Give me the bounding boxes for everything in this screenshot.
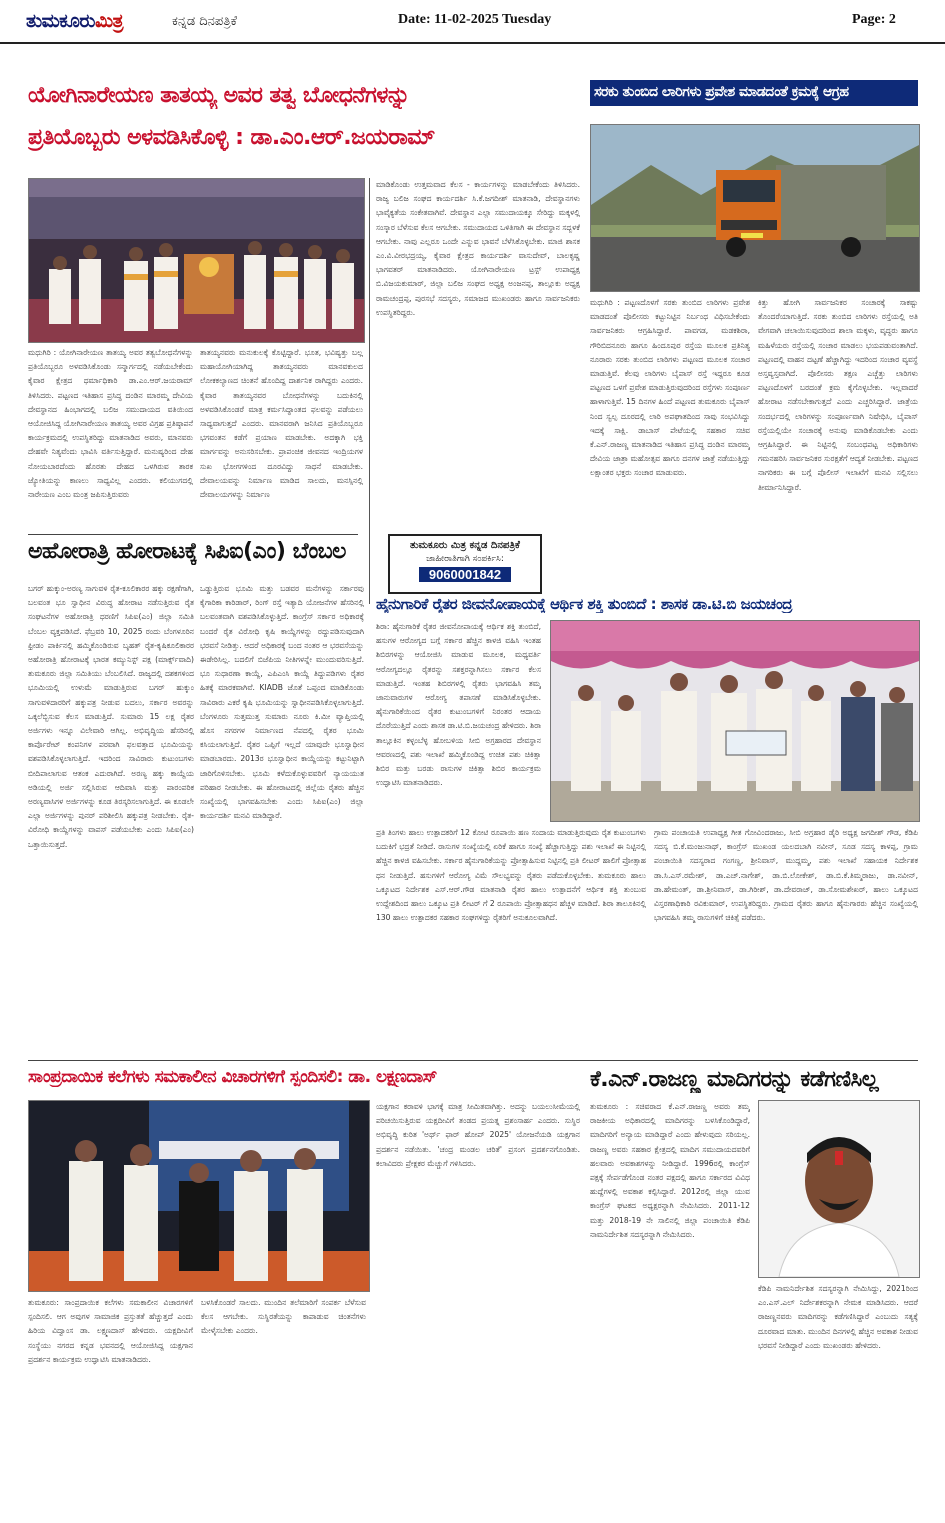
- logo-part-1: ತುಮಕೂರು: [26, 10, 95, 32]
- story6-column-1: ತುಮಕೂರು : ಸಚಿವರಾದ ಕೆ.ಎನ್.ರಾಜಣ್ಣ ಅವರು ತಮ್ಮ ರಾಜಕೀಯ ಅಧಿಕಾರದಲ್ಲಿ ಮಾದಿಗರನ್ನು ಬಳಸಿಕೊಂಡಿದ್ದಾರೆ, ಮಾದಿಗರಿಗೆ ಅನ್ಯಾಯ ಮಾಡಿದ್ದಾರೆ ಎಂದು ಹೇಳುವುದು ಸರಿಯಲ್ಲ. ರಾಜಣ್ಣ ಅವರು ಸಹಕಾರ ಕ್ಷೇತ್ರದಲ್ಲಿ ಮಾದಿಗ ಸಮುದಾಯದವರಿಗೆ ಹಲವಾರು ಅವಕಾಶಗಳನ್ನು ನೀಡಿದ್ದಾರೆ. 1996ರಲ್ಲಿ ಕಾಂಗ್ರೆಸ್ ಪಕ್ಷಕ್ಕೆ ಸೇರ್ಪಡೆಗೊಂಡ ನಂತರ ಪಕ್ಷದಲ್ಲಿ ಹಾಗೂ ಸರ್ಕಾರದ ವಿವಿಧ ಹುದ್ದೆಗಳಲ್ಲಿ ಅವಕಾಶ ಕಲ್ಪಿಸಿದ್ದಾರೆ. 2012ರಲ್ಲಿ ಜಿಲ್ಲಾ ಯುವ ಕಾಂಗ್ರೆಸ್ ಘಟಕದ ಅಧ್ಯಕ್ಷರನ್ನಾಗಿ ನೇಮಿಸಿದರು. 2011-12 ಮತ್ತು 2018-19 ನೇ ಸಾಲಿನಲ್ಲಿ ಜಿಲ್ಲಾ ಪಂಚಾಯಿತಿ ಕೆಡಿಪಿ ನಾಮನಿರ್ದೇಶಿತ ಸದಸ್ಯರನ್ನಾಗಿ ನೇಮಿಸಿದರು.: [590, 1102, 750, 1239]
- story1-column-2: ತಾತಯ್ಯನವರು ಮನುಕುಲಕ್ಕೆ ಕೊಟ್ಟಿದ್ದಾರೆ. ಭೂತ, ಭವಿಷ್ಯತ್ತು ಬಲ್ಲ ಮಹಾಯೋಗಿಯಾಗಿದ್ದ ತಾತಯ್ಯನವರು ಮಾನವಕುಲದ ಲೋಕಕಲ್ಯಾಣದ ಚಿಂತನೆ ಹೊಂದಿದ್ದ ದಾರ್ಶನಿಕ ರಾಗಿದ್ದರು ಎಂದರು. ಕೈವಾರ ತಾತಯ್ಯನವರ ಬೋಧನೆಗಳನ್ನು ಬದುಕಿನಲ್ಲಿ ಅಳವಡಿಸಿಕೊಂಡರೆ ಮಾತ್ರ ಕರ್ಮಸಿದ್ಧಾಂತದ ಫಲವನ್ನು ಪಡೆಯಲು ಸಾಧ್ಯವಾಗುತ್ತದೆ ಎಂದರು. ಮಾನವರಾಗಿ ಜನಿಸಿದ ಪ್ರತಿಯೊಬ್ಬರೂ ಭಗವಂತನ ಕಡೆಗೆ ಪ್ರಯಾಣ ಮಾಡಬೇಕು. ಅದಕ್ಕಾಗಿ ಭಕ್ತಿ ಮಾರ್ಗವನ್ನು ಅನುಸರಿಸಬೇಕು. ಪ್ರಾಪಂಚಿಕ ಜೀವನದ ಇಂದ್ರಿಯಗಳ ಸುಖ ಭೋಗಗಳಿಂದ ದೂರವಿದ್ದು ಸಾಧನೆ ಮಾಡಬೇಕು. ದೇವಾಲಯವನ್ನು ನಿರ್ಮಾಣ ಮಾಡಿದ ಸಾಲದು, ಮನಸ್ಸಿನಲ್ಲಿ ದೇವಾಲಯಗಳನ್ನು ನಿರ್ಮಾಣ: [200, 348, 363, 500]
- masthead: [0, 0, 945, 44]
- story4-headline: ಹೈನುಗಾರಿಕೆ ರೈತರ ಜೀವನೋಪಾಯಕ್ಕೆ ಆರ್ಥಿಕ ಶಕ್ತಿ ತುಂಬಿದೆ : ಶಾಸಕ ಡಾ.ಟಿ.ಬಿ ಜಯಚಂದ್ರ: [376, 596, 793, 613]
- story5-photo: [28, 1100, 370, 1292]
- story1-headline-line2: ಪ್ರತಿಯೊಬ್ಬರು ಅಳವಡಿಸಿಕೊಳ್ಳಿ : ಡಾ.ಎಂ.ಆರ್.ಜಯರಾಮ್: [28, 126, 435, 150]
- advert-contact-label: ಜಾಹೀರಾತಿಗಾಗಿ ಸಂಪರ್ಕಿಸಿ:: [426, 554, 504, 564]
- advert-phone: 9060001842: [419, 567, 511, 582]
- story5-column-1: ತುಮಕೂರು: ಸಾಂಪ್ರದಾಯಿಕ ಕಲೆಗಳು ಸಮಕಾಲೀನ ವಿಚಾರಗಳಿಗೆ ಸ್ಪಂದಿಸಲಿ. ಆಗ ಅವುಗಳ ಸಾಮಾಜಿಕ ಪ್ರಸ್ತುತತೆ ಹೆಚ್ಚುತ್ತದೆ ಎಂದು ಹಿರಿಯ ವಿದ್ವಾಂಸ ಡಾ. ಲಕ್ಷ್ಮಣದಾಸ್ ಹೇಳಿದರು. ಯಕ್ಷದೀವಿಗೆ ಸಂಸ್ಥೆಯು ನಗರದ ಕನ್ನಡ ಭವನದಲ್ಲಿ ಆಯೋಜಿಸಿದ್ದ ಯಕ್ಷಗಾನ ಪ್ರದರ್ಶನ ಕಾರ್ಯಕ್ರಮ ಉದ್ಘಾಟಿಸಿ ಮಾತನಾಡಿದರು.: [28, 1298, 193, 1364]
- story2-column-2: ಕಿತ್ತು ಹೋಗಿ ಸಾರ್ವಜನಿಕರ ಸಂಚಾರಕ್ಕೆ ಸಾಕಷ್ಟು ತೊಂದರೆಯಾಗುತ್ತಿದೆ. ಸರಕು ತುಂಬಿದ ಲಾರಿಗಳು ರಸ್ತೆಯಲ್ಲಿ ಅತಿ ವೇಗವಾಗಿ ಚಲಾಯಿಸುವುದರಿಂದ ಶಾಲಾ ಮಕ್ಕಳು, ವೃದ್ಧರು ಹಾಗೂ ಮಹಿಳೆಯರು ರಸ್ತೆಯಲ್ಲಿ ಸಂಚಾರ ಮಾಡಲು ಭಯಪಡುವಂತಾಗಿದೆ. ಪಟ್ಟಣದಲ್ಲಿ ವಾಹನ ದಟ್ಟಣೆ ಹೆಚ್ಚಾಗಿದ್ದು ಇದರಿಂದ ಸಂಚಾರ ವ್ಯವಸ್ಥೆ ಅಸ್ತವ್ಯಸ್ತವಾಗಿದೆ. ಪೊಲೀಸರು ತಕ್ಷಣ ಎಚ್ಚೆತ್ತು ಲಾರಿಗಳು ಪಟ್ಟಣದೊಳಗೆ ಬರದಂತೆ ಕ್ರಮ ಕೈಗೊಳ್ಳಬೇಕು. ಇಲ್ಲವಾದರೆ ಹೋರಾಟ ನಡೆಸಬೇಕಾಗುತ್ತದೆ ಎಂದು ಎಚ್ಚರಿಸಿದ್ದಾರೆ. ಜಾತ್ರೆಯ ಸಂದರ್ಭದಲ್ಲಿ ಲಾರಿಗಳನ್ನು ಸಂಪೂರ್ಣವಾಗಿ ನಿಷೇಧಿಸಿ, ಬೈಪಾಸ್ ರಸ್ತೆಯಲ್ಲಿಯೇ ಸಂಚಾರಕ್ಕೆ ಅನುವು ಮಾಡಿಕೊಡಬೇಕು ಎಂದು ಆಗ್ರಹಿಸಿದ್ದಾರೆ. ಈ ನಿಟ್ಟಿನಲ್ಲಿ ಸಂಬಂಧಪಟ್ಟ ಅಧಿಕಾರಿಗಳು ಗಮನಹರಿಸಿ ಸಾರ್ವಜನಿಕರ ಸುರಕ್ಷತೆಗೆ ಆದ್ಯತೆ ನೀಡಬೇಕು. ಪಟ್ಟಣದ ನಾಗರಿಕರು ಈ ಬಗ್ಗೆ ಪೊಲೀಸ್ ಇಲಾಖೆಗೆ ಮನವಿ ಸಲ್ಲಿಸಲು ತೀರ್ಮಾನಿಸಿದ್ದಾರೆ.: [758, 298, 918, 492]
- column-rule: [369, 178, 370, 604]
- story3-headline: ಅಹೋರಾತ್ರಿ ಹೋರಾಟಕ್ಕೆ ಸಿಪಿಐ(ಎಂ) ಬೆಂಬಲ: [28, 540, 346, 564]
- divider: [28, 1060, 918, 1061]
- story1-headline-line1: ಯೋಗಿನಾರೇಯಣ ತಾತಯ್ಯ ಅವರ ತತ್ವ ಬೋಧನೆಗಳನ್ನು: [28, 84, 410, 108]
- award-photo: [551, 621, 919, 821]
- story4-column-1: ಪ್ರತಿ ತಿಂಗಳು ಹಾಲು ಉತ್ಪಾದಕರಿಗೆ 12 ಕೋಟಿ ರೂಪಾಯಿ ಹಣ ಸಂದಾಯ ಮಾಡುತ್ತಿರುವುದು ರೈತ ಕುಟುಂಬಗಳು ಬದುಕಿಗೆ ಭದ್ರತೆ ನೀಡಿದೆ. ರಾಸುಗಳ ಸಂಖ್ಯೆಯಲ್ಲಿ ಏರಿಕೆ ಹಾಗೂ ಸಂಖ್ಯೆ ಹೆಚ್ಚಾಗುತ್ತಿದ್ದು ಪಶು ಇಲಾಖೆ ಈ ನಿಟ್ಟಿನಲ್ಲಿ ಹೆಚ್ಚಿನ ಕಾಳಜಿ ವಹಿಸಬೇಕು. ಸರ್ಕಾರ ಹೈನುಗಾರಿಕೆಯನ್ನು ಪ್ರೋತ್ಸಾಹಿಸುವ ನಿಟ್ಟಿನಲ್ಲಿ ಪ್ರತಿ ಲೀಟರ್ ಹಾಲಿಗೆ ಪ್ರೋತ್ಸಾಹ ಧನ ನೀಡುತ್ತಿದೆ. ಹಸುಗಳಿಗೆ ಆರೋಗ್ಯ ವಿಮೆ ಸೌಲಭ್ಯವನ್ನು ರೈತರು ಪಡೆದುಕೊಳ್ಳಬೇಕು. ತುಮಕೂರು ಹಾಲು ಒಕ್ಕೂಟದ ನಿರ್ದೇಶಕ ಎಸ್.ಆರ್.ಗೌಡ ಮಾತನಾಡಿ ರೈತರ ಹಾಲು ಉತ್ಪಾದನೆಗೆ ಆರ್ಥಿಕ ಶಕ್ತಿ ತುಂಬುವ ಉದ್ದೇಶದಿಂದ ಹಾಲು ಒಕ್ಕೂಟ ಪ್ರತಿ ಲೀಟರ್ ಗೆ 2 ರೂಪಾಯಿ ಪ್ರೋತ್ಸಾಹಧನ ಹೆಚ್ಚಳ ಮಾಡಿದೆ. ಶಿರಾ ತಾಲೂಕಿನಲ್ಲಿ 130 ಹಾಲು ಉತ್ಪಾದಕರ ಸಹಕಾರ ಸಂಘಗಳಿದ್ದು ರೈತರಿಗೆ ಅನುಕೂಲವಾಗಿದೆ.: [376, 828, 646, 923]
- story4-intro: ಶಿರಾ: ಹೈನುಗಾರಿಕೆ ರೈತರ ಜೀವನೋಪಾಯಕ್ಕೆ ಆರ್ಥಿಕ ಶಕ್ತಿ ತುಂಬಿದೆ, ಹಸುಗಳ ಆರೋಗ್ಯದ ಬಗ್ಗೆ ಸರ್ಕಾರ ಹೆಚ್ಚಿನ ಕಾಳಜಿ ವಹಿಸಿ ಇಂತಹ ಶಿಬಿರಗಳನ್ನು ಆಯೋಜಿಸಿ ಮಾಡುವ ಮೂಲಕ, ಮಧ್ಯವರ್ತಿ ಆರೋಗ್ಯದಲ್ಲೂ ರೈತರನ್ನು ಸಶಕ್ತರನ್ನಾಗಿಸಲು ಸರ್ಕಾರ ಕೆಲಸ ಮಾಡುತ್ತಿದೆ. ಇಂತಹ ಶಿಬಿರಗಳಲ್ಲಿ ರೈತರು ಭಾಗವಹಿಸಿ ತಮ್ಮ ಜಾನುವಾರುಗಳ ಆರೋಗ್ಯ ತಪಾಸಣೆ ಮಾಡಿಸಿಕೊಳ್ಳಬೇಕು. ಹೈನುಗಾರಿಕೆಯಿಂದ ರೈತರ ಕುಟುಂಬಗಳಿಗೆ ನಿರಂತರ ಆದಾಯ ದೊರೆಯುತ್ತಿದೆ ಎಂದು ಶಾಸಕ ಡಾ.ಟಿ.ಬಿ.ಜಯಚಂದ್ರ ಹೇಳಿದರು. ಶಿರಾ ತಾಲ್ಲೂಕಿನ ಕಳ್ಳಂಬೆಳ್ಳ ಹೋಬಳಿಯ ಸೀಬಿ ಅಗ್ರಹಾರದ ದೇವಸ್ಥಾನ ಆವರಣದಲ್ಲಿ ಪಶು ಇಲಾಖೆ ಹಮ್ಮಿಕೊಂಡಿದ್ದ ಉಚಿತ ಪಶು ಚಿಕಿತ್ಸಾ ಶಿಬಿರ ಮತ್ತು ಬರಡು ರಾಸುಗಳ ಚಿಕಿತ್ಸಾ ಶಿಬಿರ ಕಾರ್ಯಕ್ರಮ ಉದ್ಘಾಟಿಸಿ ಮಾತನಾಡಿದರು.: [376, 622, 541, 788]
- story5-headline: ಸಾಂಪ್ರದಾಯಿಕ ಕಲೆಗಳು ಸಮಕಾಲೀನ ವಿಚಾರಗಳಿಗೆ ಸ್ಪಂದಿಸಲಿ: ಡಾ. ಲಕ್ಷ್ಮಣದಾಸ್: [28, 1068, 437, 1087]
- story6-column-2: ಕೆಡಿಪಿ ನಾಮನಿರ್ದೇಶಿತ ಸದಸ್ಯರನ್ನಾಗಿ ನೇಮಿಸಿದ್ದು, 2021ರಿಂದ ಎಂ.ಎಸ್.ಎಲ್ ನಿರ್ದೇಶಕರನ್ನಾಗಿ ನೇಮಕ ಮಾಡಿಸಿದರು. ಆದರೆ ರಾಜಣ್ಣನವರು ಮಾದಿಗರನ್ನು ಕಡೆಗಣಿಸಿದ್ದಾರೆ ಎಂಬುದು ಸತ್ಯಕ್ಕೆ ದೂರವಾದ ಮಾತು. ಮುಂದಿನ ದಿನಗಳಲ್ಲಿ ಹೆಚ್ಚಿನ ಅವಕಾಶ ನೀಡುವ ಭರವಸೆ ನೀಡಿದ್ದಾರೆ ಎಂದು ಮುಖಂಡರು ಹೇಳಿದರು.: [758, 1284, 918, 1350]
- story3-column-1: ಬಗರ್ ಹುಕ್ಕುಂ-ಅರಣ್ಯ ಸಾಗುವಳಿ ರೈತ-ಕೂಲಿಕಾರರ ಹಕ್ಕು ರಕ್ಷಣೆಗಾಗಿ, ಬಲವಂತ ಭೂ ಸ್ವಾಧೀನ ವಿರುದ್ಧ ಹೋರಾಟ ನಡೆಸುತ್ತಿರುವ ರೈತ ಸಂಘಟನೆಗಳ ಅಹೋರಾತ್ರಿ ಧರಣಿಗೆ ಸಿಪಿಐ(ಎಂ) ಜಿಲ್ಲಾ ಸಮಿತಿ ಬೆಂಬಲ ವ್ಯಕ್ತಪಡಿಸಿದೆ. ಫೆಬ್ರವರಿ 10, 2025 ರಂದು ಬೆಂಗಳೂರಿನ ಫ್ರೀಡಂ ಪಾರ್ಕಿನಲ್ಲಿ ಹಮ್ಮಿಕೊಂಡಿರುವ ಬೃಹತ್ ರೈತ-ಕೃಷಿಕೂಲಿಕಾರರ ಅಹೋರಾತ್ರಿ ಹೋರಾಟಕ್ಕೆ ಭಾರತ ಕಮ್ಯುನಿಸ್ಟ್ ಪಕ್ಷ (ಮಾರ್ಕ್ಸ್‌ವಾದಿ) ತುಮಕೂರು ಜಿಲ್ಲಾ ಸಮಿತಿಯು ಬೆಂಬಲಿಸಿದೆ. ರಾಜ್ಯದಲ್ಲಿ ದಶಕಗಳಿಂದ ಭೂಮಿಯಲ್ಲಿ ಉಳುಮೆ ಮಾಡುತ್ತಿರುವ ಬಗರ್ ಹುಕ್ಕುಂ ಸಾಗುವಳಿದಾರರಿಗೆ ಹಕ್ಕುಪತ್ರ ನೀಡುವ ಬದಲು, ಸರ್ಕಾರ ಅವರನ್ನು ಒಕ್ಕಲೆಬ್ಬಿಸುವ ಕೆಲಸ ಮಾಡುತ್ತಿದೆ. ಸುಮಾರು 15 ಲಕ್ಷ ರೈತರ ಅರ್ಜಿಗಳು ಇನ್ನೂ ವಿಲೇವಾರಿ ಆಗಿಲ್ಲ. ಅಭಿವೃದ್ಧಿಯ ಹೆಸರಿನಲ್ಲಿ ಕಾರ್ಪೊರೇಟ್ ಕಂಪನಿಗಳ ಪರವಾಗಿ ಫಲವತ್ತಾದ ಭೂಮಿಯನ್ನು ವಶಪಡಿಸಿಕೊಳ್ಳಲಾಗುತ್ತಿದೆ. ಇದರಿಂದ ಸಾವಿರಾರು ಕುಟುಂಬಗಳು ಬೀದಿಪಾಲಾಗುವ ಆತಂಕ ಎದುರಾಗಿದೆ. ಅರಣ್ಯ ಹಕ್ಕು ಕಾಯ್ದೆಯ ಅಡಿಯಲ್ಲಿ ಅರ್ಜಿ ಸಲ್ಲಿಸಿರುವ ಆದಿವಾಸಿ ಮತ್ತು ಪಾರಂಪರಿಕ ಅರಣ್ಯವಾಸಿಗಳ ಅರ್ಜಿಗಳನ್ನು ಕೂಡ ತಿರಸ್ಕರಿಸಲಾಗುತ್ತಿದೆ. ಈ ಕೂಡಲೇ ಎಲ್ಲಾ ಅರ್ಜಿಗಳನ್ನು ಪುನರ್ ಪರಿಶೀಲಿಸಿ ಹಕ್ಕುಪತ್ರ ನೀಡಬೇಕು. ರೈತ-ವಿರೋಧಿ ಕಾಯ್ದೆಗಳನ್ನು ವಾಪಸ್ ಪಡೆಯಬೇಕು ಎಂದು ಸಿಪಿಐ(ಎಂ) ಒತ್ತಾಯಿಸುತ್ತದೆ.: [28, 584, 194, 849]
- story5-column-2: ಬಳಸಿಕೊಂಡರೆ ಸಾಲದು. ಮುಂದಿನ ತಲೆಮಾರಿಗೆ ಸಂಪರ್ಕ ಬೆಳೆಸುವ ಕೆಲಸ ಆಗಬೇಕು. ಸುಸ್ಥಿರತೆಯನ್ನು ಕಾಪಾಡುವ ಚಿಂತನೆಗಳು ಮೇಳೈಸಬೇಕು ಎಂದರು.: [201, 1298, 366, 1336]
- story5-column-3: ಯಕ್ಷಗಾನ ಕರಾವಳಿ ಭಾಗಕ್ಕೆ ಮಾತ್ರ ಸೀಮಿತವಾಗಿತ್ತು. ಅದನ್ನು ಬಯಲುಸೀಮೆಯಲ್ಲಿ ಪರಿಚಯಿಸುತ್ತಿರುವ ಯಕ್ಷದೀವಿಗೆ ತಂಡದ ಪ್ರಯತ್ನ ಪ್ರಶಂಸಾರ್ಹ ಎಂದರು. ಸುಸ್ಥಿರ ಅಭಿವೃದ್ಧಿ ಕುರಿತ 'ಅರ್ಥ್ ಫಾರ್ ಹೋಪ್ 2025' ಯೋಜನೆಯಡಿ ಯಕ್ಷಗಾನ ಪ್ರದರ್ಶನ ನಡೆಯಿತು. 'ಚಂದ್ರ ಮಂಡಲ ಚರಿತೆ' ಪ್ರಸಂಗ ಪ್ರದರ್ಶನಗೊಂಡಿತು. ಕಲಾವಿದರು ಪ್ರೇಕ್ಷಕರ ಮೆಚ್ಚುಗೆ ಗಳಿಸಿದರು.: [376, 1102, 580, 1168]
- issue-date: Date: 11-02-2025 Tuesday: [398, 12, 552, 27]
- story4-photo: [550, 620, 920, 822]
- divider: [28, 534, 358, 535]
- story1-column-3: ಮಾಡಿಕೊಂಡು ಉತ್ತಮವಾದ ಕೆಲಸ - ಕಾರ್ಯಗಳನ್ನು ಮಾಡಬೇಕೆಂದು ತಿಳಿಸಿದರು. ರಾಜ್ಯ ಬಲಿಜ ಸಂಘದ ಕಾರ್ಯದರ್ಶಿ ಸಿ.ಕೆ.ಜಗದೀಶ್ ಮಾತನಾಡಿ, ದೇವಸ್ಥಾನಗಳು ಭಾವೈಕ್ಯತೆಯ ಸಂಕೇತವಾಗಿವೆ. ದೇವಸ್ಥಾನ ಎಲ್ಲಾ ಸಮುದಾಯಕ್ಕೂ ಸೇರಿದ್ದು ಮಕ್ಕಳಲ್ಲಿ ಸಂಸ್ಕಾರ ಬೆಳೆಸುವ ಕೆಲಸ ಆಗಬೇಕು. ಸಮುದಾಯದ ಒಳಿತಿಗಾಗಿ ಈ ದೇವಸ್ಥಾನ ಸದ್ಬಳಕೆ ಆಗಬೇಕು. ನಾವು ಎಲ್ಲರೂ ಒಂದೇ ಎನ್ನುವ ಭಾವನೆ ಬೆಳೆಸಿಕೊಳ್ಳಬೇಕು. ಮಾಜಿ ಶಾಸಕ ಎಂ.ವಿ.ವೀರಭದ್ರಯ್ಯ, ಕೈವಾರ ಕ್ಷೇತ್ರದ ಕಾರ್ಯದರ್ಶಿ ವಾಸುದೇವ್, ಬಾಲಕೃಷ್ಣ ಭಾಗವತರ್ ಮಾತನಾಡಿದರು. ಯೋಗಿನಾರೇಯಣ ಟ್ರಸ್ಟ್ ಉಪಾಧ್ಯಕ್ಷ ಬಿ.ವಿಜಯಕುಮಾರ್, ಜಿಲ್ಲಾ ಬಲಿಜ ಸಂಘದ ಅಧ್ಯಕ್ಷ ಅಂಜನಪ್ಪ, ತಾಲ್ಲೂಕು ಅಧ್ಯಕ್ಷ ರಾಮಚಂದ್ರಪ್ಪ, ಪುರಸಭೆ ಸದಸ್ಯರು, ಸಮಾಜದ ಮುಖಂಡರು ಹಾಗೂ ಸಾರ್ವಜನಿಕರು ಉಪಸ್ಥಿತರಿದ್ದರು.: [376, 180, 580, 317]
- newspaper-logo: [26, 10, 123, 32]
- ceremony-photo: [29, 179, 364, 342]
- story2-column-1: ಮಧುಗಿರಿ : ಪಟ್ಟಣದೊಳಗೆ ಸರಕು ತುಂಬಿದ ಲಾರಿಗಳು ಪ್ರವೇಶ ಮಾಡದಂತೆ ಪೊಲೀಸರು ಕಟ್ಟುನಿಟ್ಟಿನ ನಿರ್ಬಂಧ ವಿಧಿಸಬೇಕೆಂದು ಸಾರ್ವಜನಿಕರು ಆಗ್ರಹಿಸಿದ್ದಾರೆ. ಪಾವಗಡ, ಮಡಕಶಿರಾ, ಗೌರಿಬಿದನೂರು ಹಾಗೂ ಹಿಂದೂಪುರ ರಸ್ತೆಯ ಮೂಲಕ ಪ್ರತಿನಿತ್ಯ ನೂರಾರು ಸರಕು ತುಂಬಿದ ಲಾರಿಗಳು ಪಟ್ಟಣದ ಮೂಲಕ ಸಂಚಾರ ಮಾಡುತ್ತಿವೆ. ಕೆಲವು ಲಾರಿಗಳು ಬೈಪಾಸ್ ರಸ್ತೆ ಇದ್ದರೂ ಕೂಡ ಪಟ್ಟಣದ ಒಳಗೆ ಪ್ರವೇಶ ಮಾಡುತ್ತಿರುವುದರಿಂದ ರಸ್ತೆಗಳು ಸಂಪೂರ್ಣ ಹಾಳಾಗುತ್ತಿವೆ. 15 ದಿನಗಳ ಹಿಂದೆ ಪಟ್ಟಣದ ತುಮಕೂರು ಬೈಪಾಸ್ ನಿಂದ ಸ್ವಲ್ಪ ದೂರದಲ್ಲಿ ಲಾರಿ ಅಪಘಾತದಿಂದ ಸಾವು ಸಂಭವಿಸಿದ್ದು ಇದಕ್ಕೆ ಸಾಕ್ಷಿ. ಡಾಬಾಸ್ ಪೇಟೆಯಲ್ಲಿ ಸಹಕಾರ ಸಚಿವ ಕೆ.ಎನ್.ರಾಜಣ್ಣ ಮಾತನಾಡಿದ ಇತಿಹಾಸ ಪ್ರಸಿದ್ಧ ದಂಡಿನ ಮಾರಮ್ಮ ದೇವಿಯ ಜಾತ್ರಾ ಮಹೋತ್ಸವ ಹಾಗೂ ದನಗಳ ಜಾತ್ರೆ ನಡೆಯುತ್ತಿದ್ದು ಲಕ್ಷಾಂತರ ಭಕ್ತರು ಸಂಚಾರ ಮಾಡುವರು.: [590, 298, 750, 478]
- lamp-lighting-photo: [29, 1101, 369, 1291]
- logo-part-2: ಮಿತ್ರ: [94, 10, 123, 32]
- portrait-photo: [759, 1101, 919, 1277]
- story2-headline: ಸರಕು ತುಂಬಿದ ಲಾರಿಗಳು ಪ್ರವೇಶ ಮಾಡದಂತೆ ಕ್ರಮಕ್ಕೆ ಆಗ್ರಹ: [590, 80, 918, 106]
- masthead-subtitle: ಕನ್ನಡ ದಿನಪತ್ರಿಕೆ: [172, 14, 238, 29]
- story1-column-1: ಮಧುಗಿರಿ : ಯೋಗಿನಾರೇಯಣ ತಾತಯ್ಯ ಅವರ ತತ್ವಬೋಧನೆಗಳನ್ನು ಪ್ರತಿಯೊಬ್ಬರೂ ಅಳವಡಿಸಿಕೊಂಡು ಸನ್ಮಾರ್ಗದಲ್ಲಿ ನಡೆಯಬೇಕೆಂದು ಕೈವಾರ ಕ್ಷೇತ್ರದ ಧರ್ಮಾಧಿಕಾರಿ ಡಾ.ಎಂ.ಆರ್.ಜಯರಾಮ್ ತಿಳಿಸಿದರು. ಪಟ್ಟಣದ ಇತಿಹಾಸ ಪ್ರಸಿದ್ಧ ದಂಡಿನ ಮಾರಮ್ಮ ದೇವಿಯ ದೇವಸ್ಥಾನದ ಹಿಂಭಾಗದಲ್ಲಿ ಬಲಿಜ ಸಮುದಾಯದ ವತಿಯಿಂದ ಆಯೋಜಿಸಿದ್ದ ಯೋಗಿನಾರೇಯಣ ತಾತಯ್ಯ ಅವರ ವಿಗ್ರಹ ಪ್ರತಿಷ್ಠಾಪನೆ ಕಾರ್ಯಕ್ರಮದಲ್ಲಿ ಉಪಸ್ಥಿತರಿದ್ದು ಮಾತನಾಡಿದ ಅವರು, ಮಾನವರು ದೇಹವೇ ನಿತ್ಯವೆಂದು ಭಾವಿಸಿ ವರ್ತಿಸುತ್ತಿದ್ದಾರೆ. ಮನುಷ್ಯರಿಂದ ದೇಹ ನೋಯಬಾರದೆಂದು ಹೊರತು ದೇಹದ ಒಳಗಿರುವ ತಾರಕ ಜ್ಯೋತಿಯನ್ನು ಕಾಣಲು ಸಾಧ್ಯವಿಲ್ಲ ಎಂದರು. ಕಲಿಯುಗದಲ್ಲಿ ನಾರೇಯಣ ಎಂಬ ಮಂತ್ರ ಜಪಿಸುತ್ತಿರುವರು: [28, 348, 193, 500]
- advert-title: ತುಮಕೂರು ಮಿತ್ರ ಕನ್ನಡ ದಿನಪತ್ರಿಕೆ: [410, 540, 520, 551]
- story4-column-2: ಗ್ರಾಮ ಪಂಚಾಯತಿ ಉಪಾಧ್ಯಕ್ಷ ಗೀತ ಗೋವಿಂದರಾಜು, ಸೀಬಿ ಅಗ್ರಹಾರ ಡೈರಿ ಅಧ್ಯಕ್ಷ ಜಗದೀಶ್ ಗೌಡ, ಕೆಡಿಪಿ ಸದಸ್ಯ ಬಿ.ಕೆ.ಮಂಜುನಾಥ್, ಕಾಂಗ್ರೆಸ್ ಮುಖಂಡ ಯಲದಬಾಗಿ ನವೀನ್, ಸೂಡ ಸದಸ್ಯ ಕಾಳಪ್ಪ, ಗ್ರಾಮ ಪಂಚಾಯಿತಿ ಸದಸ್ಯರಾದ ಗಂಗಣ್ಣ, ಶ್ರೀನಿವಾಸ್, ಮುದ್ದಮ್ಮ, ಪಶು ಇಲಾಖೆ ಸಹಾಯಕ ನಿರ್ದೇಶಕ ಡಾ.ಸಿ.ಎಸ್.ರಮೇಶ್, ಡಾ.ಎಚ್.ನಾಗೇಶ್, ಡಾ.ಬಿ.ಲೋಕೇಶ್, ಡಾ.ಬಿ.ಕೆ.ತಿಮ್ಮರಾಜು, ಡಾ.ನವೀನ್, ಡಾ.ಹೇಮಂತ್, ಡಾ.ಶ್ರೀನಿವಾಸ್, ಡಾ.ಗಿರೀಶ್, ಡಾ.ದೇವರಾಜ್, ಡಾ.ಸೋಮಶೇಖರ್, ಹಾಲು ಒಕ್ಕೂಟದ ವಿಸ್ತರಣಾಧಿಕಾರಿ ರವಿಕುಮಾರ್, ಉಪಸ್ಥಿತರಿದ್ದರು. ಗ್ರಾಮದ ರೈತರು ಹಾಗೂ ಹೈನುಗಾರರು ಹೆಚ್ಚಿನ ಸಂಖ್ಯೆಯಲ್ಲಿ ಭಾಗವಹಿಸಿ ತಮ್ಮ ರಾಸುಗಳಿಗೆ ಚಿಕಿತ್ಸೆ ಪಡೆದರು.: [654, 828, 918, 923]
- story2-photo: [590, 124, 920, 292]
- story6-portrait: [758, 1100, 920, 1278]
- page-number: Page: 2: [852, 12, 896, 27]
- story1-photo: [28, 178, 365, 343]
- story6-headline: ಕೆ.ಎನ್.ರಾಜಣ್ಣ ಮಾದಿಗರನ್ನು ಕಡೆಗಣಿಸಿಲ್ಲ: [590, 1068, 879, 1092]
- story3-column-2: ಒಡ್ಡುತ್ತಿರುವ ಭೂಮಿ ಮತ್ತು ಬಡವರ ಮನೆಗಳನ್ನು ಸರ್ಕಾರವು ಕೈಗಾರಿಕಾ ಕಾರಿಡಾರ್, ರಿಂಗ್ ರಸ್ತೆ ಇತ್ಯಾದಿ ಯೋಜನೆಗಳ ಹೆಸರಿನಲ್ಲಿ ಬಲವಂತವಾಗಿ ವಶಪಡಿಸಿಕೊಳ್ಳುತ್ತಿದೆ. ಕಾಂಗ್ರೆಸ್ ಸರ್ಕಾರ ಅಧಿಕಾರಕ್ಕೆ ಬಂದರೆ ರೈತ ವಿರೋಧಿ ಕೃಷಿ ಕಾಯ್ದೆಗಳನ್ನು ರದ್ದುಪಡಿಸುವುದಾಗಿ ಭರವಸೆ ನೀಡಿತ್ತು. ಆದರೆ ಅಧಿಕಾರಕ್ಕೆ ಬಂದ ನಂತರ ಆ ಭರವಸೆಯನ್ನು ಈಡೇರಿಸಿಲ್ಲ. ಬದಲಿಗೆ ಬಿಜೆಪಿಯ ನೀತಿಗಳನ್ನೇ ಮುಂದುವರಿಸುತ್ತಿದೆ. ಭೂ ಸುಧಾರಣಾ ಕಾಯ್ದೆ, ಎಪಿಎಂಸಿ ಕಾಯ್ದೆ ತಿದ್ದುಪಡಿಗಳು ರೈತರ ಹಿತಕ್ಕೆ ಮಾರಕವಾಗಿವೆ. KIADB ಜೊತೆ ಒಪ್ಪಂದ ಮಾಡಿಕೊಂಡು ಸಾವಿರಾರು ಎಕರೆ ಕೃಷಿ ಭೂಮಿಯನ್ನು ಸ್ವಾಧೀನಪಡಿಸಿಕೊಳ್ಳಲಾಗುತ್ತಿದೆ. ಬೆಂಗಳೂರು ಸುತ್ತಮುತ್ತ ಸುಮಾರು ನೂರು ಕಿ.ಮೀ ವ್ಯಾಪ್ತಿಯಲ್ಲಿ ಹೊಸ ನಗರಗಳ ನಿರ್ಮಾಣದ ನೆಪದಲ್ಲಿ ರೈತರ ಭೂಮಿ ಕಸಿಯಲಾಗುತ್ತಿದೆ. ರೈತರ ಒಪ್ಪಿಗೆ ಇಲ್ಲದೆ ಯಾವುದೇ ಭೂಸ್ವಾಧೀನ ಮಾಡಬಾರದು. 2013ರ ಭೂಸ್ವಾಧೀನ ಕಾಯ್ದೆಯನ್ನು ಕಟ್ಟುನಿಟ್ಟಾಗಿ ಜಾರಿಗೊಳಿಸಬೇಕು. ಭೂಮಿ ಕಳೆದುಕೊಳ್ಳುವವರಿಗೆ ನ್ಯಾಯಯುತ ಪರಿಹಾರ ನೀಡಬೇಕು. ಈ ಹೋರಾಟದಲ್ಲಿ ಜಿಲ್ಲೆಯ ರೈತರು ಹೆಚ್ಚಿನ ಸಂಖ್ಯೆಯಲ್ಲಿ ಭಾಗವಹಿಸಬೇಕು ಎಂದು ಸಿಪಿಐ(ಎಂ) ಜಿಲ್ಲಾ ಕಾರ್ಯದರ್ಶಿ ಮನವಿ ಮಾಡಿದ್ದಾರೆ.: [200, 584, 364, 821]
- advert-box: [388, 534, 542, 594]
- truck-photo: [591, 125, 919, 291]
